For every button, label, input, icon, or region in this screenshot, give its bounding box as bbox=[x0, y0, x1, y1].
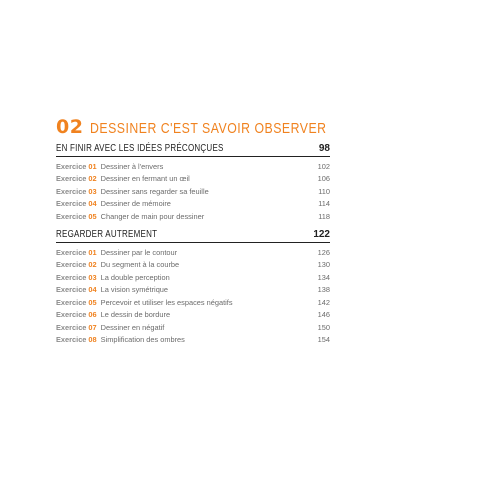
toc-entry-label bbox=[56, 273, 170, 282]
exercise-label: Exercice bbox=[56, 272, 87, 282]
toc-entry-label bbox=[56, 162, 163, 171]
toc-entry-label bbox=[56, 260, 179, 269]
toc-entry-label bbox=[56, 323, 164, 332]
toc-entry-label bbox=[56, 187, 209, 196]
exercise-page-number: 110 bbox=[318, 186, 330, 196]
toc-entry-label bbox=[56, 174, 190, 183]
toc-entry-label bbox=[56, 199, 171, 208]
exercise-page-number: 154 bbox=[317, 335, 330, 345]
toc-entry bbox=[56, 309, 330, 322]
exercise-title: Simplification des ombres bbox=[100, 335, 185, 345]
exercise-page-number: 134 bbox=[317, 272, 330, 282]
toc-entry bbox=[56, 259, 330, 272]
toc-entry bbox=[56, 246, 330, 259]
exercise-number: 06 bbox=[88, 310, 97, 320]
toc-entry bbox=[56, 334, 330, 347]
section-header bbox=[56, 229, 330, 243]
section-page-number: 122 bbox=[313, 229, 330, 240]
exercise-title: Dessiner par le contour bbox=[100, 247, 178, 257]
chapter-number: 02 bbox=[56, 116, 84, 138]
section-title: REGARDER AUTREMENT bbox=[56, 229, 158, 240]
exercise-number: 05 bbox=[88, 211, 97, 221]
chapter-title: DESSINER C'EST SAVOIR OBSERVER bbox=[90, 120, 327, 137]
exercise-page-number: 114 bbox=[318, 199, 330, 209]
exercise-label: Exercice bbox=[56, 247, 87, 257]
section-page-number: 98 bbox=[318, 143, 330, 154]
exercise-label: Exercice bbox=[56, 260, 87, 270]
exercise-number: 03 bbox=[88, 186, 97, 196]
exercise-page-number: 106 bbox=[317, 174, 330, 184]
exercise-page-number: 130 bbox=[317, 260, 330, 270]
toc-entry bbox=[56, 160, 330, 173]
exercise-title: Changer de main pour dessiner bbox=[100, 211, 205, 221]
exercise-number: 02 bbox=[88, 174, 97, 184]
toc-entry-label bbox=[56, 335, 185, 344]
exercise-page-number: 142 bbox=[317, 297, 330, 307]
chapter-heading bbox=[56, 116, 336, 138]
toc-entry bbox=[56, 185, 330, 198]
exercise-number: 02 bbox=[88, 260, 97, 270]
exercise-number: 01 bbox=[88, 161, 97, 171]
exercise-label: Exercice bbox=[56, 310, 87, 320]
toc-entry bbox=[56, 296, 330, 309]
toc-entry bbox=[56, 271, 330, 284]
exercise-number: 04 bbox=[88, 285, 97, 295]
section-title: EN FINIR AVEC LES IDÉES PRÉCONÇUES bbox=[56, 143, 224, 154]
exercise-label: Exercice bbox=[56, 199, 87, 209]
toc-entry bbox=[56, 321, 330, 334]
exercise-title: Dessiner sans regarder sa feuille bbox=[100, 186, 209, 196]
toc-entry-label bbox=[56, 212, 204, 221]
toc-entry bbox=[56, 284, 330, 297]
exercise-title: La double perception bbox=[100, 272, 170, 282]
exercise-title: Dessiner de mémoire bbox=[100, 199, 171, 209]
exercise-page-number: 102 bbox=[317, 161, 330, 171]
exercise-label: Exercice bbox=[56, 186, 87, 196]
exercise-number: 05 bbox=[88, 297, 97, 307]
exercise-title: Dessiner à l'envers bbox=[100, 161, 164, 171]
section-header bbox=[56, 143, 330, 157]
exercise-page-number: 146 bbox=[317, 310, 330, 320]
exercise-title: Dessiner en négatif bbox=[100, 322, 165, 332]
exercise-page-number: 150 bbox=[317, 322, 330, 332]
toc-entry-label bbox=[56, 298, 233, 307]
exercise-number: 07 bbox=[88, 322, 97, 332]
section-1 bbox=[56, 143, 330, 223]
exercise-label: Exercice bbox=[56, 174, 87, 184]
exercise-title: Du segment à la courbe bbox=[100, 260, 180, 270]
exercise-number: 08 bbox=[88, 335, 97, 345]
exercise-label: Exercice bbox=[56, 285, 87, 295]
exercise-label: Exercice bbox=[56, 211, 87, 221]
exercise-number: 03 bbox=[88, 272, 97, 282]
section-2 bbox=[56, 229, 330, 346]
exercise-number: 01 bbox=[88, 247, 97, 257]
toc-entry-label bbox=[56, 248, 177, 257]
exercise-page-number: 118 bbox=[318, 211, 330, 221]
exercise-label: Exercice bbox=[56, 322, 87, 332]
exercise-title: Le dessin de bordure bbox=[100, 310, 171, 320]
exercise-label: Exercice bbox=[56, 335, 87, 345]
exercise-page-number: 126 bbox=[317, 247, 330, 257]
toc-entry bbox=[56, 210, 330, 223]
toc-entry-label bbox=[56, 310, 170, 319]
exercise-label: Exercice bbox=[56, 161, 87, 171]
toc-entry-label bbox=[56, 285, 168, 294]
toc-entry bbox=[56, 198, 330, 211]
exercise-label: Exercice bbox=[56, 297, 87, 307]
exercise-title: La vision symétrique bbox=[100, 285, 169, 295]
exercise-page-number: 138 bbox=[317, 285, 330, 295]
exercise-title: Dessiner en fermant un œil bbox=[100, 174, 190, 184]
toc-entry bbox=[56, 173, 330, 186]
exercise-number: 04 bbox=[88, 199, 97, 209]
exercise-title: Percevoir et utiliser les espaces négatifs bbox=[100, 297, 233, 307]
